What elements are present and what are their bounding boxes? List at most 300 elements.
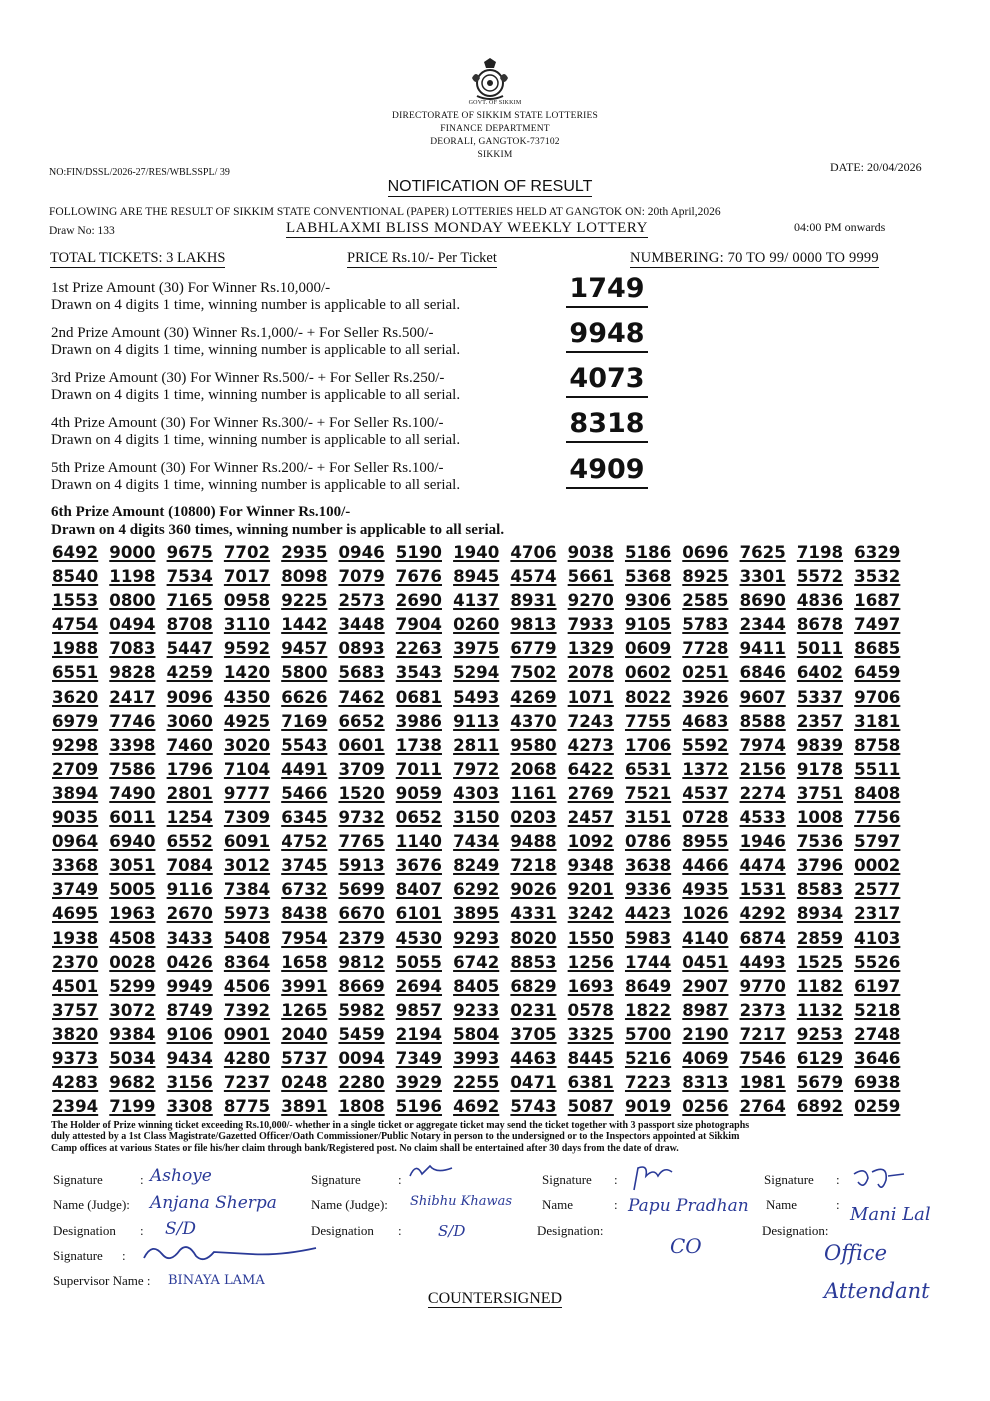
winning-number: 0728: [682, 808, 729, 828]
prize-1-text: [51, 280, 460, 314]
winning-number: 0002: [854, 856, 901, 876]
winning-number: 3638: [624, 856, 672, 876]
winning-number: 7933: [567, 615, 614, 635]
attendant-signature: [848, 1164, 908, 1196]
number-row: [52, 832, 912, 856]
winning-number: 8313: [682, 1073, 729, 1093]
winning-number: 1940: [453, 543, 500, 562]
winning-number: 9019: [624, 1097, 672, 1117]
number-row: [52, 929, 912, 953]
winning-number: 9732: [338, 808, 385, 828]
ticket-numbering: NUMBERING: 70 TO 99/ 0000 TO 9999: [630, 250, 879, 266]
winning-number: 9253: [796, 1024, 844, 1044]
winning-number: 2379: [338, 928, 385, 948]
winning-number: 3072: [109, 1000, 156, 1020]
winning-number: 7169: [281, 711, 328, 731]
winning-number: 4935: [682, 880, 729, 900]
winning-number: 3820: [52, 1024, 99, 1044]
winning-number: 9682: [109, 1073, 156, 1093]
winning-number: 3975: [453, 639, 500, 659]
winning-number: 7746: [109, 711, 156, 731]
winning-number: 5526: [854, 952, 901, 972]
winning-number: 7676: [395, 567, 442, 587]
number-row: [52, 856, 912, 880]
claim-instructions-line-1: The Holder of Prize winning ticket exceeding Rs.10,000/- whether in a single ticket or aggregate ticket may send the ticket together with 3 passport size photographs: [51, 1120, 750, 1131]
officer-signature: [628, 1162, 678, 1194]
winning-number: 0609: [624, 639, 672, 659]
winning-number: 3433: [166, 928, 213, 948]
judge-2-designation: S/D: [438, 1222, 466, 1240]
winning-number: 4683: [682, 711, 729, 731]
draw-timing: 04:00 PM onwards: [794, 220, 886, 234]
winning-number: 4370: [510, 711, 557, 731]
number-row: [52, 904, 912, 928]
winning-number: 8022: [624, 687, 672, 707]
officer-designation-label: Designation:: [537, 1223, 604, 1238]
countersigned-label: [0, 1290, 990, 1308]
winning-number: 9813: [510, 615, 557, 635]
winning-number: 2457: [567, 808, 614, 828]
winning-number: 7434: [453, 832, 500, 852]
winning-number: 0958: [223, 591, 271, 611]
document-title: [0, 178, 980, 196]
winning-number: 6531: [624, 759, 672, 779]
winning-number: 0602: [624, 663, 672, 683]
winning-number: 0094: [338, 1048, 385, 1068]
attendant-name-label: Name: [766, 1197, 798, 1212]
prize-4-number: 8318: [566, 407, 648, 443]
address-line: DEORALI, GANGTOK-737102: [430, 137, 560, 147]
winning-number: 1161: [510, 783, 557, 803]
winning-number: 8408: [854, 783, 901, 803]
supervisor-signature: [140, 1238, 320, 1268]
winning-number: 4537: [682, 783, 729, 803]
winning-number: 6938: [854, 1073, 901, 1093]
winning-number: 5294: [453, 663, 500, 683]
winning-number: 1946: [739, 832, 786, 852]
winning-number: 2263: [395, 639, 442, 659]
winning-number: 3181: [854, 711, 901, 731]
winning-number: 1071: [567, 687, 614, 707]
winning-number: 8931: [510, 591, 557, 611]
winning-number: 1738: [395, 735, 442, 755]
countersigned-text: COUNTERSIGNED: [427, 1290, 563, 1307]
winning-number: 4692: [453, 1097, 500, 1117]
winning-number: 1198: [109, 567, 156, 587]
winning-number: 3242: [567, 904, 614, 924]
winning-number: 8758: [854, 735, 901, 755]
winning-number: 7462: [338, 687, 385, 707]
winning-number: 8853: [510, 952, 557, 972]
winning-number: 9106: [166, 1024, 213, 1044]
winning-number: 5543: [281, 735, 328, 755]
winning-number: 3150: [453, 808, 500, 828]
winning-number: 8249: [453, 856, 500, 876]
draw-number: Draw No: 133: [49, 225, 115, 237]
prize-5-amount: 5th Prize Amount (30) For Winner Rs.200/- + For Seller Rs.100/-: [51, 460, 444, 476]
ticket-price: PRICE Rs.10/- Per Ticket: [347, 250, 497, 266]
winning-number: 5982: [338, 1000, 385, 1020]
winning-number: 6670: [338, 904, 385, 924]
winning-number: 6652: [338, 711, 385, 731]
winning-number: 7165: [166, 591, 213, 611]
winning-number: 3368: [52, 856, 99, 876]
winning-number: 5699: [338, 880, 385, 900]
winning-number: 3705: [510, 1024, 557, 1044]
winning-number: 1008: [796, 808, 844, 828]
prize-1-amount: 1st Prize Amount (30) For Winner Rs.10,000/-: [51, 280, 331, 296]
winning-number: 7756: [854, 808, 901, 828]
judge-2-signature-label: Signature: [311, 1172, 361, 1187]
winning-number: 9839: [796, 735, 844, 755]
winning-number: 6874: [739, 928, 786, 948]
winning-number: 7384: [223, 880, 271, 900]
officer-name-label: Name: [542, 1197, 574, 1212]
department-name: FINANCE DEPARTMENT: [440, 124, 550, 134]
winning-number: 7586: [109, 759, 156, 779]
winning-number: 0451: [682, 952, 729, 972]
number-row: [52, 591, 912, 615]
winning-number: 1092: [567, 832, 614, 852]
winning-number: 3151: [624, 808, 672, 828]
winning-number: 6829: [510, 976, 557, 996]
winning-number: 9706: [854, 687, 901, 707]
number-row: [52, 760, 912, 784]
number-row: [52, 688, 912, 712]
winning-number: 5800: [281, 663, 328, 683]
winning-number: 2370: [52, 952, 99, 972]
winning-number: 3929: [395, 1073, 442, 1093]
winning-number: 5683: [338, 663, 385, 683]
winning-number: 3532: [854, 567, 901, 587]
winning-number: 1442: [281, 615, 328, 635]
winning-number: 9675: [166, 543, 213, 562]
winning-number: 8678: [796, 615, 844, 635]
winning-number: 4466: [682, 856, 729, 876]
winning-number: 2344: [739, 615, 786, 635]
winning-number: 9411: [739, 639, 786, 659]
winning-number: 9233: [453, 1000, 500, 1020]
winning-number: 3709: [338, 759, 385, 779]
prize-3-amount: 3rd Prize Amount (30) For Winner Rs.500/- + For Seller Rs.250/-: [51, 370, 445, 386]
winning-number: 1822: [624, 1000, 672, 1020]
winning-number: 0494: [109, 615, 156, 635]
winning-number: 3060: [166, 711, 213, 731]
document-title-text: NOTIFICATION OF RESULT: [387, 178, 593, 195]
winning-number: 1938: [52, 928, 99, 948]
prize-5-number: 4909: [566, 453, 648, 489]
number-row: [52, 712, 912, 736]
winning-number: 2709: [52, 759, 99, 779]
winning-number: 0901: [223, 1024, 271, 1044]
winning-number: 5797: [854, 832, 901, 852]
prize-1-number: 1749: [566, 272, 648, 308]
winning-number: 9434: [166, 1048, 213, 1068]
winning-number: 4103: [854, 928, 901, 948]
winning-number: 9488: [510, 832, 557, 852]
winning-number: 9038: [567, 543, 614, 562]
winning-number: 1265: [281, 1000, 328, 1020]
winning-number: 8098: [281, 567, 328, 587]
winning-number: 3749: [52, 880, 99, 900]
winning-number: 9777: [223, 783, 271, 803]
winning-number: 2040: [281, 1024, 328, 1044]
winning-number: 9607: [739, 687, 786, 707]
directorate-title: DIRECTORATE OF SIKKIM STATE LOTTERIES: [392, 111, 598, 121]
sikkim-emblem-icon: [467, 56, 513, 104]
winning-number: 6091: [223, 832, 271, 852]
judge-1-signature: Ashoye: [150, 1166, 212, 1186]
winning-number: 0251: [682, 663, 729, 683]
winning-number: 4137: [453, 591, 500, 611]
number-row: [52, 736, 912, 760]
supervisor-signature-label: Signature: [53, 1248, 103, 1263]
winning-number: 8020: [510, 928, 557, 948]
reference-number: NO:FIN/DSSL/2026-27/RES/WBLSSPL/ 39: [49, 167, 230, 178]
winning-number: 8438: [281, 904, 328, 924]
number-row: [52, 543, 912, 567]
winning-number: 3020: [223, 735, 271, 755]
winning-number: 4836: [796, 591, 844, 611]
govt-label: GOVT. OF SIKKIM: [468, 100, 522, 106]
winning-number: 4508: [109, 928, 156, 948]
supervisor-name: BINAYA LAMA: [168, 1273, 265, 1288]
winning-number: 4533: [739, 808, 786, 828]
prize-3-text: [51, 370, 460, 404]
judge-2-signature: [406, 1160, 456, 1182]
winning-number: 1254: [166, 808, 213, 828]
winning-number: 9096: [166, 687, 213, 707]
prize-3-number: 4073: [566, 362, 648, 398]
winning-number: 4331: [510, 904, 557, 924]
number-row: [52, 1097, 912, 1121]
winning-number: 0426: [166, 952, 213, 972]
winning-number: 7392: [223, 1000, 271, 1020]
winning-number: 4574: [510, 567, 557, 587]
winning-number: 6940: [109, 832, 156, 852]
winning-number: 6101: [395, 904, 442, 924]
winning-number: 4474: [739, 856, 786, 876]
winning-number: 1256: [567, 952, 614, 972]
winning-number: 7546: [739, 1048, 786, 1068]
winning-number: 8934: [796, 904, 844, 924]
winning-number: 3646: [854, 1048, 901, 1068]
winning-number: 9201: [567, 880, 614, 900]
winning-number: 3301: [739, 567, 786, 587]
winning-number: 0248: [281, 1073, 328, 1093]
winning-number: 1132: [796, 1000, 844, 1020]
winning-number: 8685: [854, 639, 901, 659]
prize-2-amount: 2nd Prize Amount (30) Winner Rs.1,000/- + For Seller Rs.500/-: [51, 325, 434, 341]
winning-number: 4754: [52, 615, 99, 635]
winning-number: 1744: [624, 952, 672, 972]
prize-6-number-grid: [52, 543, 912, 1121]
winning-number: 4283: [52, 1073, 99, 1093]
winning-number: 1693: [567, 976, 614, 996]
winning-number: 3894: [52, 783, 99, 803]
winning-number: 8407: [395, 880, 442, 900]
winning-number: 5804: [453, 1024, 500, 1044]
winning-number: 6129: [796, 1048, 844, 1068]
winning-number: 8925: [682, 567, 729, 587]
winning-number: 6422: [567, 759, 614, 779]
winning-number: 3745: [281, 856, 328, 876]
winning-number: 5299: [109, 976, 156, 996]
winning-number: 7490: [109, 783, 156, 803]
officer-name: Papu Pradhan: [628, 1196, 749, 1216]
winning-number: 0800: [109, 591, 156, 611]
total-tickets: TOTAL TICKETS: 3 LAKHS: [50, 250, 226, 266]
winning-number: 6197: [854, 976, 901, 996]
winning-number: 7755: [624, 711, 672, 731]
winning-number: 0652: [395, 808, 442, 828]
winning-number: 1687: [854, 591, 901, 611]
winning-number: 7625: [739, 543, 786, 562]
winning-number: 1658: [281, 952, 328, 972]
winning-number: 3325: [567, 1024, 614, 1044]
winning-number: 1963: [109, 904, 156, 924]
winning-number: 4530: [395, 928, 442, 948]
number-row: [52, 615, 912, 639]
number-row: [52, 1025, 912, 1049]
winning-number: 9293: [453, 928, 500, 948]
number-row: [52, 567, 912, 591]
winning-number: 9592: [223, 639, 271, 659]
winning-number: 5218: [854, 1000, 901, 1020]
claim-instructions: [51, 1120, 931, 1154]
number-row: [52, 1049, 912, 1073]
winning-number: 9306: [624, 591, 672, 611]
winning-number: 2357: [796, 711, 844, 731]
winning-number: 1706: [624, 735, 672, 755]
result-date: DATE: 20/04/2026: [830, 160, 922, 174]
state-line: SIKKIM: [477, 150, 513, 160]
winning-number: 5661: [567, 567, 614, 587]
winning-number: 2811: [453, 735, 500, 755]
winning-number: 5700: [624, 1024, 672, 1044]
number-row: [52, 1073, 912, 1097]
winning-number: 5196: [395, 1097, 442, 1117]
winning-number: 5459: [338, 1024, 385, 1044]
winning-number: 0786: [624, 832, 672, 852]
winning-number: 5743: [510, 1097, 557, 1117]
winning-number: 3895: [453, 904, 500, 924]
judge-2-name-label: Name (Judge):: [311, 1197, 388, 1212]
winning-number: 7954: [281, 928, 328, 948]
winning-number: 9059: [395, 783, 442, 803]
winning-number: 5005: [109, 880, 156, 900]
judge-1-name-label: Name (Judge):: [53, 1197, 130, 1212]
winning-number: 2068: [510, 759, 557, 779]
prize-4-draw-info: Drawn on 4 digits 1 time, winning number is applicable to all serial.: [51, 432, 461, 448]
winning-number: 2769: [567, 783, 614, 803]
winning-number: 4140: [682, 928, 729, 948]
winning-number: 6011: [109, 808, 156, 828]
winning-number: 3751: [796, 783, 844, 803]
winning-number: 1525: [796, 952, 844, 972]
winning-number: 6345: [281, 808, 328, 828]
winning-number: 9178: [796, 759, 844, 779]
winning-number: 7198: [796, 543, 844, 562]
winning-number: 7083: [109, 639, 156, 659]
number-row: [52, 880, 912, 904]
prize-2-number: 9948: [566, 317, 648, 353]
winning-number: 5447: [166, 639, 213, 659]
winning-number: 2417: [109, 687, 156, 707]
winning-number: 6626: [281, 687, 328, 707]
winning-number: 0696: [682, 543, 729, 562]
winning-number: 2801: [166, 783, 213, 803]
officer-signature-label: Signature: [542, 1172, 592, 1187]
winning-number: 3012: [223, 856, 271, 876]
winning-number: 5592: [682, 735, 729, 755]
winning-number: 4463: [510, 1048, 557, 1068]
winning-number: 9857: [395, 1000, 442, 1020]
winning-number: 4292: [739, 904, 786, 924]
winning-number: 3110: [223, 615, 271, 635]
judge-1-name: Anjana Sherpa: [150, 1193, 277, 1213]
winning-number: 5973: [223, 904, 271, 924]
winning-number: 1981: [739, 1073, 786, 1093]
winning-number: 9348: [567, 856, 614, 876]
winning-number: 0964: [52, 832, 99, 852]
winning-number: 2573: [338, 591, 385, 611]
winning-number: 1026: [682, 904, 729, 924]
winning-number: 0231: [510, 1000, 557, 1020]
winning-number: 8749: [166, 1000, 213, 1020]
winning-number: 7349: [395, 1048, 442, 1068]
winning-number: 9580: [510, 735, 557, 755]
winning-number: 1553: [52, 591, 99, 611]
winning-number: 5679: [796, 1073, 844, 1093]
lottery-name: LABHLAXMI BLISS MONDAY WEEKLY LOTTERY: [286, 220, 649, 236]
winning-number: 4280: [223, 1048, 271, 1068]
winning-number: 0578: [567, 1000, 614, 1020]
winning-number: 5737: [281, 1048, 328, 1068]
winning-number: 0681: [395, 687, 442, 707]
attendant-signature-label: Signature: [764, 1172, 814, 1187]
winning-number: 4303: [453, 783, 500, 803]
winning-number: 4069: [682, 1048, 729, 1068]
winning-number: 5055: [395, 952, 442, 972]
winning-number: 6846: [739, 663, 786, 683]
judge-1-designation: S/D: [165, 1219, 197, 1239]
winning-number: 0601: [338, 735, 385, 755]
winning-number: 3991: [281, 976, 328, 996]
winning-number: 7702: [223, 543, 271, 562]
winning-number: 2907: [682, 976, 729, 996]
number-row: [52, 1001, 912, 1025]
winning-number: 5186: [624, 543, 672, 562]
winning-number: 2317: [854, 904, 901, 924]
officer-designation: CO: [670, 1234, 702, 1258]
winning-number: 9225: [281, 591, 328, 611]
winning-number: 3926: [682, 687, 729, 707]
prize-1-draw-info: Drawn on 4 digits 1 time, winning number is applicable to all serial.: [51, 297, 461, 313]
winning-number: 1182: [796, 976, 844, 996]
number-row: [52, 639, 912, 663]
winning-number: 5466: [281, 783, 328, 803]
winning-number: 7974: [739, 735, 786, 755]
winning-number: 0893: [338, 639, 385, 659]
winning-number: 8669: [338, 976, 385, 996]
winning-number: 1988: [52, 639, 99, 659]
prize-5-draw-info: Drawn on 4 digits 1 time, winning number is applicable to all serial.: [51, 477, 461, 493]
following-statement: FOLLOWING ARE THE RESULT OF SIKKIM STATE CONVENTIONAL (PAPER) LOTTERIES HELD AT GANGTOK ON: 20th April,2026: [49, 206, 721, 218]
winning-number: 1808: [338, 1097, 385, 1117]
prize-2-text: [51, 325, 460, 359]
prize-6-text: [51, 503, 504, 539]
